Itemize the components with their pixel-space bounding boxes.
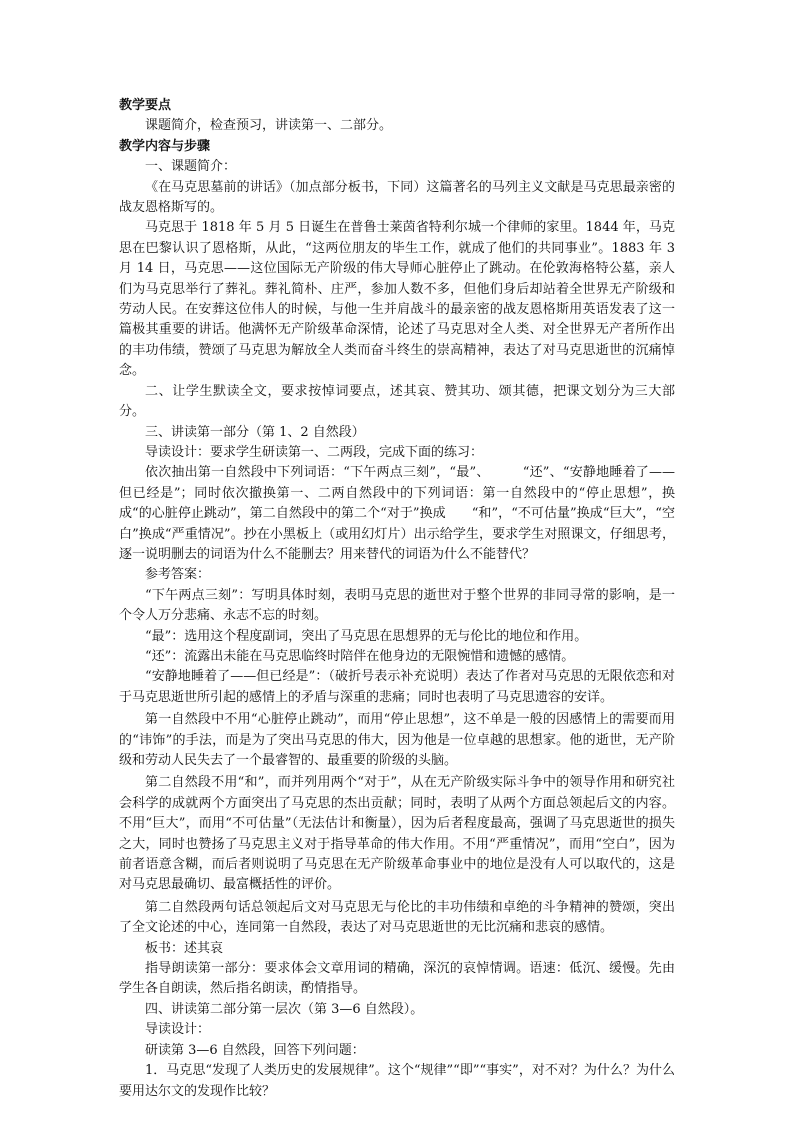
heading-teaching-points: 教学要点	[119, 98, 172, 113]
answer-1: “下午两点三刻”：写明具体时刻，表明马克思的逝世对于整个世界的非同寻常的影响，是一个令人万分悲痛、永志不忘的时刻。	[119, 587, 675, 624]
heading-content-steps: 教学内容与步骤	[119, 138, 211, 154]
answer-5: 第一自然段中不用“心脏停止跳动”，而用“停止思想”，这不单是一般的因感情上的需要而用的“讳饰”的手法，而是为了突出马克思的伟大，因为他是一位卓越的思想家。他的逝世，无产阶级和劳动人民失去了一个最睿智的、最重要的阶级的头脑。	[119, 712, 675, 768]
answer-6: 第二自然段不用“和”，而并列用两个“对于”，从在无产阶级实际斗争中的领导作用和研究社会科学的成就两个方面突出了马克思的杰出贡献；同时，表明了从两个方面总领起后文的内容。不用“巨大”，而用“不可估量”（无法估计和衡量），因为后者程度最高，强调了马克思逝世的损失之大，同时也赞扬了马克思主义对于指导革命的伟大作用。不用“严重情况”，而用“空白”，因为前者语意含糊，而后者则说明了马克思在无产阶级革命事业中的地位是没有人可以取代的，这是对马克思最确切、最富概括性的评价。	[119, 775, 675, 893]
answer-label: 参考答案：	[145, 567, 211, 583]
study-instruction: 研读第 3—6 自然段，回答下列问题：	[145, 1042, 365, 1058]
blackboard-note: 板书：述其哀	[145, 940, 224, 956]
answer-4: “安静地睡着了——但已经是”：（破折号表示补充说明）表达了作者对马克思的无限依恋和对于马克思逝世所引起的感情上的矛盾与深重的悲痛；同时也表明了马克思遗容的安详。	[119, 669, 675, 705]
teaching-points-text: 课题简介，检查预习，讲读第一、二部分。	[145, 118, 393, 134]
section-4-title: 四、讲读第二部分第一层次（第 3—6 自然段）。	[145, 1001, 424, 1017]
guide-design-1: 导读设计：要求学生研读第一、二两段，完成下面的练习：	[145, 444, 484, 460]
exercise-text: 依次抽出第一自然段中下列词语：“下午两点三刻”，“最”、 “还”、“安静地睡着了——但已经是”；同时依次撤换第一、二两自然段中的下列词语：第一自然段中的“停止思想”，换成“的心脏停止跳动”，第二自然段中的第二个“对于”换成 “和”，“不可估量”换成“巨大”，“空白”换成“严重情况”。抄在小黑板上（或用幻灯片）出示给学生，要求学生对照课文，仔细思考，逐一说明删去的词语为什么不能删去？用来替代的词语为什么不能替代？	[119, 465, 675, 562]
answer-3: “还”：流露出未能在马克思临终时陪伴在他身边的无限惋惜和遗憾的感情。	[145, 648, 575, 664]
answer-7: 第二自然段两句话总领起后文对马克思无与伦比的丰功伟绩和卓绝的斗争精神的赞颂，突出了全文论述的中心，连同第一自然段，表达了对马克思逝世的无比沉痛和悲哀的感情。	[119, 899, 675, 936]
lesson-plan-page	[119, 96, 675, 1102]
paragraph-intro: 《在马克思墓前的讲话》（加点部分板书，下同）这篇著名的马列主义文献是马克思最亲密的战友恩格斯写的。	[119, 179, 675, 216]
guide-design-2: 导读设计：	[145, 1022, 211, 1038]
question-1: 1．马克思“发现了人类历史的发展规律”。这个“规律”“即”“事实”，对不对？为什么？为什么要用达尔文的发现作比较？	[119, 1063, 675, 1099]
section-3-title: 三、讲读第一部分（第 1、2 自然段）	[145, 424, 365, 440]
section-1-title: 一、课题简介：	[145, 159, 237, 175]
reading-guidance: 指导朗读第一部分：要求体会文章用词的精确，深沉的哀悼情调。语速：低沉、缓慢。先由学生各自朗读，然后指名朗读，酌情指导。	[119, 961, 675, 997]
paragraph-background: 马克思于 1818 年 5 月 5 日诞生在普鲁士莱茵省特利尔城一个律师的家里。1844 年，马克思在巴黎认识了恩格斯，从此，“这两位朋友的毕生工作，就成了他们的共同事业”。1883 年 3 月 14 日，马克思——这位国际无产阶级的伟大导师心脏停止了跳动。在伦敦海格特公墓，亲人们为马克思举行了葬礼。葬礼简朴、庄严，参加人数不多，但他们身后却站着全世界无产阶级和劳动人民。在安葬这位伟人的时候，与他一生并肩战斗的最亲密的战友恩格斯用英语发表了这一篇极其重要的讲话。他满怀无产阶级革命深情，论述了马克思对全人类、对全世界无产者所作出的丰功伟绩，赞颂了马克思为解放全人类而奋斗终生的崇高精神，表达了对马克思逝世的沉痛悼念。	[119, 220, 675, 379]
answer-2: “最”：选用这个程度副词，突出了马克思在思想界的无与伦比的地位和作用。	[145, 628, 588, 644]
section-2: 二、让学生默读全文，要求按悼词要点，述其哀、赞其功、颂其德，把课文划分为三大部分。	[119, 383, 675, 420]
